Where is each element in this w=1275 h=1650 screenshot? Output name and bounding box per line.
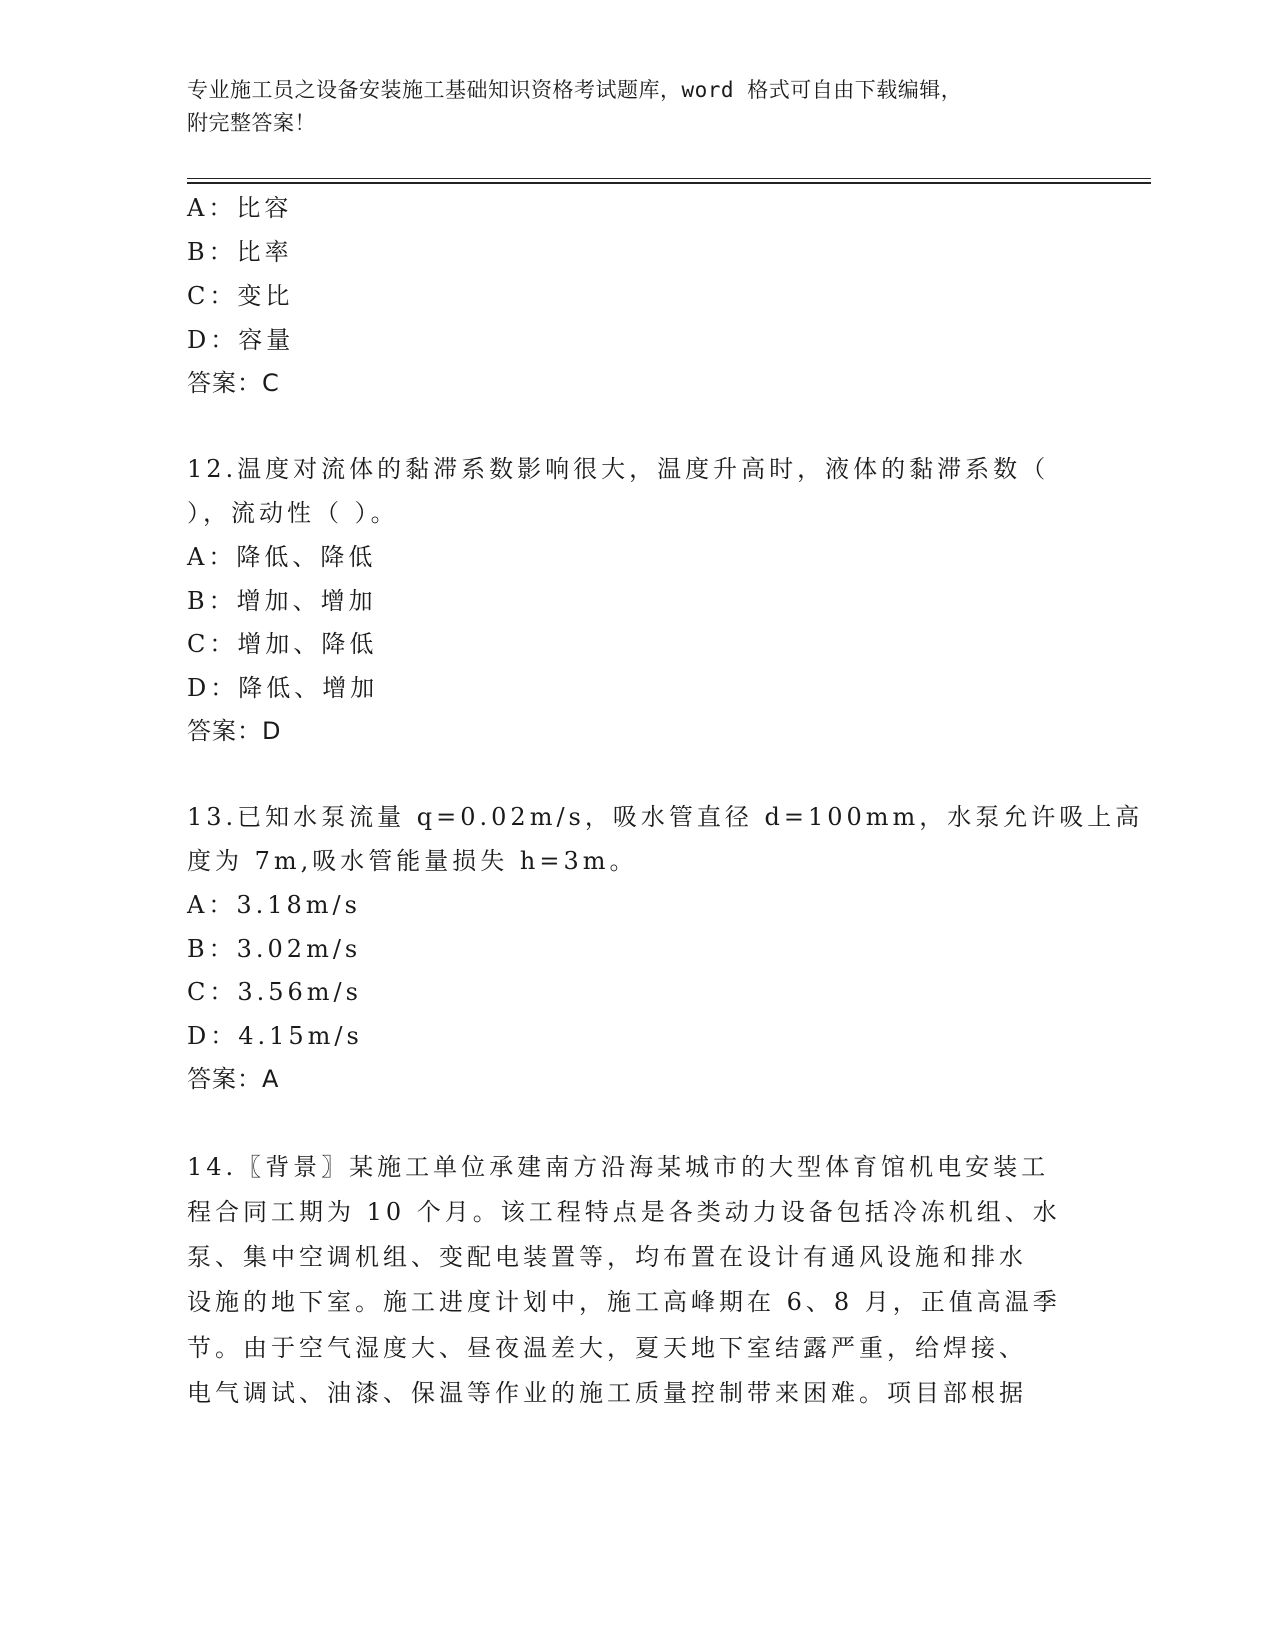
- q12-option-c: C：增加、降低: [187, 630, 378, 658]
- q11-option-a: A：比容: [187, 194, 293, 222]
- q11-option-b: B：比率: [187, 238, 293, 266]
- q12-option-b: B：增加、增加: [187, 587, 377, 615]
- q12-option-a: A：降低、降低: [187, 543, 377, 571]
- q13-stem-line-1: 13.已知水泵流量 q=0.02m/s，吸水管直径 d=100mm，水泵允许吸上高: [187, 803, 1144, 831]
- q13-option-d: D：4.15m/s: [187, 1022, 363, 1050]
- q11-option-d: D：容量: [187, 326, 295, 354]
- q11-option-c: C：变比: [187, 282, 294, 310]
- q12-stem-line-1: 12.温度对流体的黏滞系数影响很大，温度升高时，液体的黏滞系数（: [187, 455, 1050, 483]
- q14-stem-line-6: 电气调试、油漆、保温等作业的施工质量控制带来困难。项目部根据: [187, 1379, 1027, 1407]
- q12-stem-line-2: ），流动性（ ）。: [187, 499, 399, 527]
- q13-option-b: B：3.02m/s: [187, 935, 362, 963]
- q13-answer: 答案：A: [187, 1065, 280, 1093]
- header-line-1: 专业施工员之设备安装施工基础知识资格考试题库，word 格式可自由下载编辑，: [187, 78, 963, 102]
- header-divider-thick: [187, 182, 1151, 184]
- q13-option-a: A：3.18m/s: [187, 891, 361, 919]
- q14-stem-line-1: 14.〖背景〗某施工单位承建南方沿海某城市的大型体育馆机电安装工: [187, 1153, 1050, 1181]
- q14-stem-line-3: 泵、集中空调机组、变配电装置等，均布置在设计有通风设施和排水: [187, 1243, 1027, 1271]
- q14-stem-line-5: 节。由于空气湿度大、昼夜温差大，夏天地下室结露严重，给焊接、: [187, 1334, 1027, 1362]
- q14-stem-line-4: 设施的地下室。施工进度计划中，施工高峰期在 6、8 月，正值高温季: [187, 1288, 1061, 1316]
- q12-answer: 答案：D: [187, 717, 282, 745]
- q13-stem-line-2: 度为 7m,吸水管能量损失 h=3m。: [187, 847, 638, 875]
- header-divider-thin: [187, 178, 1151, 179]
- header-line-2: 附完整答案！: [187, 111, 316, 135]
- q13-option-c: C：3.56m/s: [187, 978, 362, 1006]
- q14-stem-line-2: 程合同工期为 10 个月。该工程特点是各类动力设备包括冷冻机组、水: [187, 1198, 1061, 1226]
- q11-answer: 答案：C: [187, 369, 280, 397]
- q12-option-d: D：降低、增加: [187, 674, 379, 702]
- page-header: [187, 74, 1067, 140]
